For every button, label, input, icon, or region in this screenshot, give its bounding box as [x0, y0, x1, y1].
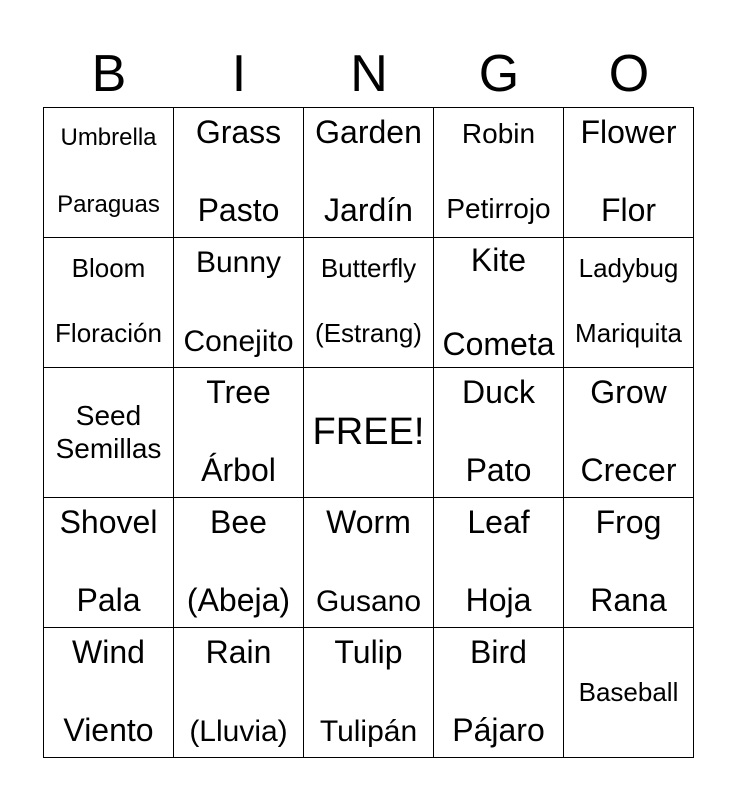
cell-word-english: Seed	[75, 400, 142, 432]
header-letter-o: O	[608, 45, 650, 103]
cell-word-english: Bird	[470, 634, 527, 670]
cell-word-spanish: Tulipán	[319, 714, 418, 748]
bingo-cell-bee[interactable]	[174, 498, 304, 628]
cell-word-spanish: Pasto	[197, 192, 280, 229]
bingo-cell-leaf[interactable]	[434, 498, 564, 628]
bingo-header	[44, 44, 694, 104]
cell-word-spanish: Gusano	[315, 584, 422, 618]
cell-word-spanish: Pala	[76, 582, 141, 619]
bingo-cell-worm[interactable]	[304, 498, 434, 628]
cell-word-spanish: Paraguas	[57, 191, 160, 219]
bingo-cell-flower[interactable]	[564, 108, 694, 238]
cell-word-english: Grow	[590, 374, 667, 410]
bingo-cell-bunny[interactable]	[174, 238, 304, 368]
cell-word-spanish: Floración	[55, 318, 162, 349]
cell-word-spanish: Conejito	[183, 324, 294, 358]
cell-word-english: Tree	[206, 374, 271, 410]
bingo-cell-umbrella[interactable]	[44, 108, 174, 238]
bingo-cell-bird[interactable]	[434, 628, 564, 758]
cell-word-english: Butterfly	[320, 253, 417, 283]
bingo-cell-frog[interactable]	[564, 498, 694, 628]
cell-word-english: Garden	[315, 114, 422, 150]
bingo-cell-bloom[interactable]	[44, 238, 174, 368]
bingo-cell-butterfly[interactable]	[304, 238, 434, 368]
bingo-cell-free-space[interactable]	[304, 368, 434, 498]
bingo-cell-shovel[interactable]	[44, 498, 174, 628]
bingo-cell-wind[interactable]	[44, 628, 174, 758]
bingo-cell-robin[interactable]	[434, 108, 564, 238]
cell-word-english: Leaf	[467, 504, 530, 540]
cell-word-english: Kite	[470, 242, 527, 278]
cell-word-english: Umbrella	[60, 124, 157, 151]
cell-word-spanish: Rana	[590, 582, 667, 619]
bingo-cell-ladybug[interactable]	[564, 238, 694, 368]
bingo-cell-garden[interactable]	[304, 108, 434, 238]
cell-word-english: Robin	[461, 118, 536, 149]
cell-word-spanish: Semillas	[55, 432, 162, 464]
cell-word-english: Bloom	[71, 253, 146, 283]
bingo-cell-tulip[interactable]	[304, 628, 434, 758]
cell-word-english: Duck	[462, 374, 535, 410]
cell-word-english: Flower	[580, 114, 677, 150]
free-space-label: FREE!	[312, 410, 425, 453]
cell-word-english: Bee	[210, 504, 267, 540]
cell-word-spanish: (Abeja)	[186, 582, 291, 619]
cell-word-spanish: Cometa	[442, 326, 555, 363]
header-letter-n: N	[350, 45, 388, 103]
bingo-cell-baseball[interactable]	[564, 628, 694, 758]
cell-word-spanish: Pato	[465, 452, 532, 489]
bingo-cell-kite[interactable]	[434, 238, 564, 368]
header-letter-g: G	[478, 45, 520, 103]
cell-word-spanish: Viento	[63, 712, 154, 749]
header-letter-b: B	[91, 45, 127, 103]
cell-word-english: Tulip	[334, 634, 403, 670]
bingo-cell-grow[interactable]	[564, 368, 694, 498]
cell-word-spanish: Flor	[600, 192, 657, 229]
bingo-cell-rain[interactable]	[174, 628, 304, 758]
bingo-board	[43, 107, 694, 758]
bingo-cell-grass[interactable]	[174, 108, 304, 238]
cell-word-spanish: Árbol	[201, 452, 276, 489]
header-letter-i: I	[231, 45, 247, 103]
cell-word-spanish: (Estrang)	[315, 318, 422, 349]
cell-word-english: Grass	[195, 114, 282, 150]
cell-word-english: Ladybug	[578, 253, 679, 283]
cell-word-spanish: Crecer	[580, 452, 677, 489]
cell-word-english: Frog	[595, 504, 662, 540]
cell-word-english: Bunny	[195, 246, 282, 279]
bingo-cell-duck[interactable]	[434, 368, 564, 498]
cell-word-spanish: Petirrojo	[446, 192, 551, 224]
cell-word-english: Shovel	[59, 504, 158, 540]
cell-word-english: Wind	[72, 634, 145, 670]
cell-word-english: Worm	[326, 504, 411, 540]
bingo-cell-seed[interactable]	[44, 368, 174, 498]
cell-word-spanish: (Lluvia)	[189, 714, 288, 748]
bingo-cell-tree[interactable]	[174, 368, 304, 498]
cell-word-spanish: Jardín	[324, 192, 413, 229]
cell-word-english: Baseball	[578, 676, 679, 707]
cell-word-english: Rain	[205, 634, 272, 670]
cell-word-spanish: Mariquita	[575, 318, 682, 349]
cell-word-spanish: Pájaro	[452, 712, 545, 749]
cell-word-spanish: Hoja	[465, 582, 532, 619]
